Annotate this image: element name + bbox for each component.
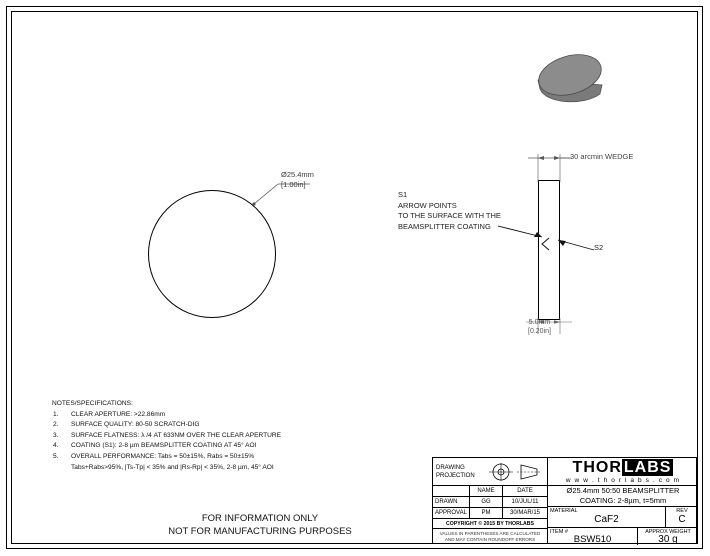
item-weight-row [548, 528, 698, 545]
projection-label-line-1: DRAWING [436, 464, 465, 471]
notes-list [52, 410, 282, 474]
thickness-value: 5.0mm [528, 319, 551, 326]
item-number-value: BSW510 [573, 534, 612, 545]
note-item [52, 420, 282, 431]
logo-wordmark [573, 459, 674, 476]
note-text: OVERALL PERFORMANCE: Tabs = 50±15%, Rabs = 50±15% [71, 452, 255, 460]
rev-header: REV [676, 508, 688, 514]
drawn-role: DRAWN [433, 497, 470, 508]
parenthesis-note [433, 529, 548, 544]
notes-block [52, 400, 282, 473]
diameter-dimension-text [281, 170, 314, 190]
material-rev-row [548, 507, 698, 528]
s1-note-line-2: ARROW POINTS [398, 200, 457, 210]
note-item [52, 452, 282, 463]
note-item [52, 431, 282, 442]
title-block-right [548, 486, 698, 545]
note-number [52, 463, 70, 474]
thickness-dimension-text [528, 318, 551, 336]
part-description-line-2: COATING: 2-8µm, t=5mm [579, 496, 667, 505]
part-description [548, 486, 698, 507]
front-view [148, 190, 276, 318]
note-text: COATING (S1): 2-8 µm BEAMSPLITTER COATING AT 45° AOI [71, 442, 257, 450]
s1-note-line-4: BEAMSPLITTER COATING [398, 221, 491, 231]
approval-row [433, 508, 548, 519]
wedge-dimension-label: 30 arcmin WEDGE [570, 152, 634, 161]
disclaimer-line-2: NOT FOR MANUFACTURING PURPOSES [168, 526, 352, 537]
date-header: DATE [503, 486, 548, 497]
material-value: CaF2 [594, 514, 619, 525]
drawn-row [433, 497, 548, 508]
projection-label [433, 464, 482, 480]
note-number: 3. [53, 431, 59, 439]
isometric-pictorial-view [528, 42, 618, 112]
logo-url-text: w w w . t h o r l a b s . c o m [565, 477, 681, 484]
item-number-cell [548, 528, 638, 545]
approx-weight-cell [638, 528, 698, 545]
material-header: MATERIAL [550, 508, 578, 514]
note-number: 4. [53, 442, 59, 450]
rev-value: C [678, 514, 686, 525]
projection-cell [433, 458, 548, 486]
thickness-inch-value: [0.20in] [528, 328, 551, 335]
approval-date: 30/MAR/15 [503, 508, 548, 519]
note-text: CLEAR APERTURE: >22.86mm [71, 410, 166, 418]
note-number: 1. [53, 410, 59, 418]
projection-label-line-2: PROJECTION [436, 472, 475, 479]
s2-label: S2 [594, 243, 604, 252]
approvals-header-row [433, 486, 548, 497]
logo-labs-text: LABS [623, 459, 672, 476]
note-text: Tabs+Rabs>95%, |Ts-Tp| < 35% and |Rs-Rp| < 35%, 2-8 µm, 45° AOI [71, 463, 274, 471]
approval-name: PM [470, 508, 503, 519]
s1-note [398, 190, 501, 232]
logo-thor-text: THOR [572, 459, 622, 476]
drawn-date: 10/JUL/11 [503, 497, 548, 508]
approvals-grid [433, 486, 548, 545]
rev-cell [666, 507, 698, 527]
note-text: SURFACE FLATNESS: λ /4 AT 633NM OVER THE CLEAR APERTURE [71, 431, 282, 439]
note-item [52, 441, 282, 452]
third-angle-projection-symbol-icon [482, 462, 547, 482]
copyright-text: COPYRIGHT © 2015 BY THORLABS [433, 519, 548, 529]
approx-weight-value: 30 g [658, 534, 678, 545]
diameter-value: Ø25.4mm [281, 170, 314, 179]
disclaimer-line-1: FOR INFORMATION ONLY [201, 513, 319, 524]
note-text: SURFACE QUALITY: 80-50 SCRATCH-DIG [71, 421, 200, 429]
approx-weight-header: APPROX WEIGHT [645, 529, 691, 535]
parenthesis-note-line-2: AND MAY CONTAIN ROUNDOFF ERRORS [444, 536, 536, 542]
s1-note-line-3: TO THE SURFACE WITH THE [398, 211, 501, 220]
item-header: ITEM # [550, 529, 569, 535]
notes-title: NOTES/SPECIFICATIONS: [52, 400, 133, 407]
approval-role: APPROVAL [433, 508, 470, 519]
name-header: NAME [470, 486, 503, 497]
note-item [52, 463, 282, 474]
title-block [432, 457, 697, 544]
optic-outline-circle [148, 190, 276, 318]
note-item [52, 410, 282, 421]
disclaimer-text [130, 512, 390, 538]
s1-leader-line [498, 218, 544, 242]
parenthesis-note-line-1: VALUES IN PARENTHESES ARE CALCULATED [439, 530, 541, 536]
material-cell [548, 507, 666, 527]
part-description-line-1: Ø25.4mm 50:50 BEAMSPLITTER [566, 486, 680, 495]
s1-note-line-1: S1 [398, 190, 408, 199]
note-number: 5. [53, 452, 59, 460]
note-number: 2. [53, 421, 59, 429]
approvals-blank-header [433, 486, 470, 497]
drawn-name: GG [470, 497, 503, 508]
diameter-inch-value: [1.00in] [281, 180, 306, 189]
thorlabs-logo [548, 458, 698, 486]
